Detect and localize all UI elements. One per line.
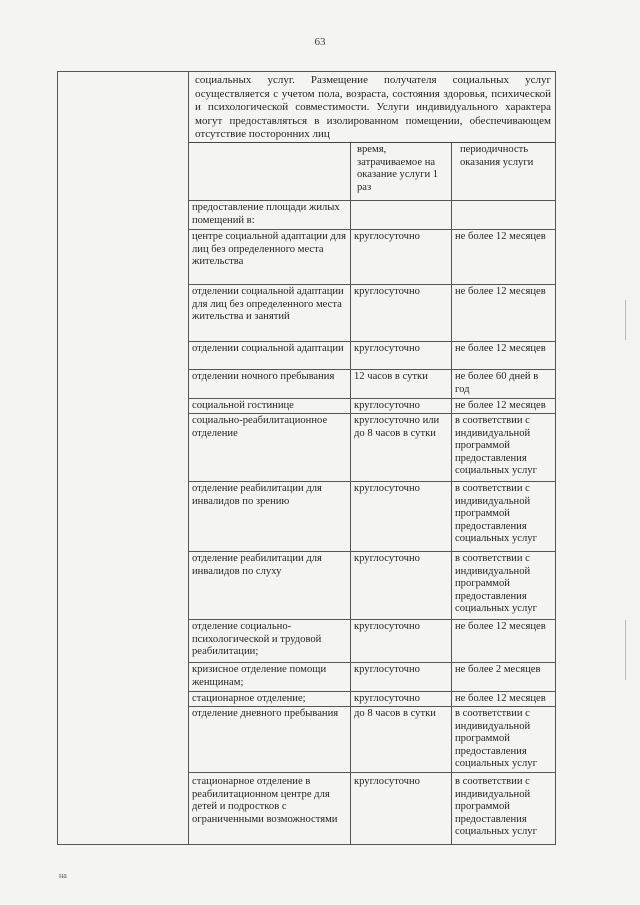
row-name: отделение дневного пребывания: [189, 706, 351, 772]
row-period: в соответствии с индивидуальной программой предоставления социальных услуг: [452, 481, 556, 551]
table-row: [189, 706, 555, 772]
row-period: не более 12 месяцев: [452, 229, 556, 284]
row-name: социальной гостинице: [189, 398, 351, 413]
table-row: [189, 369, 555, 398]
row-period: не более 12 месяцев: [452, 691, 556, 706]
scan-edge-artifact: [625, 300, 626, 340]
row-time: круглосуточно: [351, 341, 452, 369]
table-row: [189, 341, 555, 369]
row-period: не более 12 месяцев: [452, 398, 556, 413]
row-period: [452, 200, 556, 229]
right-content-column: [189, 72, 556, 845]
row-time: [351, 200, 452, 229]
row-period: в соответствии с индивидуальной программой предоставления социальных услуг: [452, 413, 556, 481]
page-number: 63: [314, 36, 326, 48]
row-time: круглосуточно: [351, 481, 452, 551]
row-time: круглосуточно: [351, 229, 452, 284]
intro-paragraph: социальных услуг. Размещение получателя социальных услуг осуществляется с учетом пола, возраста, состояния здоровья, психической и психологической совместимости. Услуги индивидуального характера могут предоставляться в изолированном помещении, обеспечивающем отсутствие посторонних лиц: [195, 74, 551, 141]
row-time: круглосуточно: [351, 551, 452, 619]
row-period: не более 12 месяцев: [452, 341, 556, 369]
row-name: отделении социальной адаптации: [189, 341, 351, 369]
row-name: стационарное отделение в реабилитационном центре для детей и подростков с ограниченными возможностями: [189, 772, 351, 844]
row-time: круглосуточно: [351, 284, 452, 341]
row-name: отделение реабилитации для инвалидов по слуху: [189, 551, 351, 619]
row-name: кризисное отделение помощи женщинам;: [189, 662, 351, 691]
row-name: отделении социальной адаптации для лиц без определенного места жительства и занятий: [189, 284, 351, 341]
row-name: социально-реабилитационное отделение: [189, 413, 351, 481]
table-row: [189, 200, 555, 229]
row-time: круглосуточно: [351, 662, 452, 691]
table-row: [189, 691, 555, 706]
table-row: [189, 398, 555, 413]
row-name: отделение социально-психологической и трудовой реабилитации;: [189, 619, 351, 662]
row-period: не более 2 месяцев: [452, 662, 556, 691]
row-period: не более 60 дней в год: [452, 369, 556, 398]
row-period: в соответствии с индивидуальной программой предоставления социальных услуг: [452, 772, 556, 844]
table-row: [189, 619, 555, 662]
row-time: круглосуточно: [351, 398, 452, 413]
services-table: [57, 71, 556, 845]
row-time: до 8 часов в сутки: [351, 706, 452, 772]
table-row: [189, 551, 555, 619]
footer-mark: на: [59, 871, 67, 880]
row-time: круглосуточно: [351, 691, 452, 706]
table-row: [189, 481, 555, 551]
header-row: [189, 142, 555, 200]
row-time: круглосуточно: [351, 619, 452, 662]
header-cell-empty: [189, 142, 351, 200]
row-period: не более 12 месяцев: [452, 619, 556, 662]
table-row: [189, 229, 555, 284]
row-name: отделении ночного пребывания: [189, 369, 351, 398]
table-row: [189, 413, 555, 481]
row-time: 12 часов в сутки: [351, 369, 452, 398]
row-time: круглосуточно: [351, 772, 452, 844]
row-period: в соответствии с индивидуальной программой предоставления социальных услуг: [452, 551, 556, 619]
header-cell-period: периодичность оказания услуги: [452, 142, 556, 200]
row-name: центре социальной адаптации для лиц без определенного места жительства: [189, 229, 351, 284]
table-row: [189, 284, 555, 341]
row-name: предоставление площади жилых помещений в:: [189, 200, 351, 229]
table-row: [189, 662, 555, 691]
header-cell-time: время, затрачиваемое на оказание услуги 1 раз: [351, 142, 452, 200]
row-time: круглосуточно или до 8 часов в сутки: [351, 413, 452, 481]
left-empty-column: [58, 72, 189, 845]
row-period: не более 12 месяцев: [452, 284, 556, 341]
row-period: в соответствии с индивидуальной программой предоставления социальных услуг: [452, 706, 556, 772]
row-name: отделение реабилитации для инвалидов по зрению: [189, 481, 351, 551]
service-times-table: [189, 142, 555, 845]
row-name: стационарное отделение;: [189, 691, 351, 706]
table-row: [189, 772, 555, 844]
scan-edge-artifact: [625, 620, 626, 680]
